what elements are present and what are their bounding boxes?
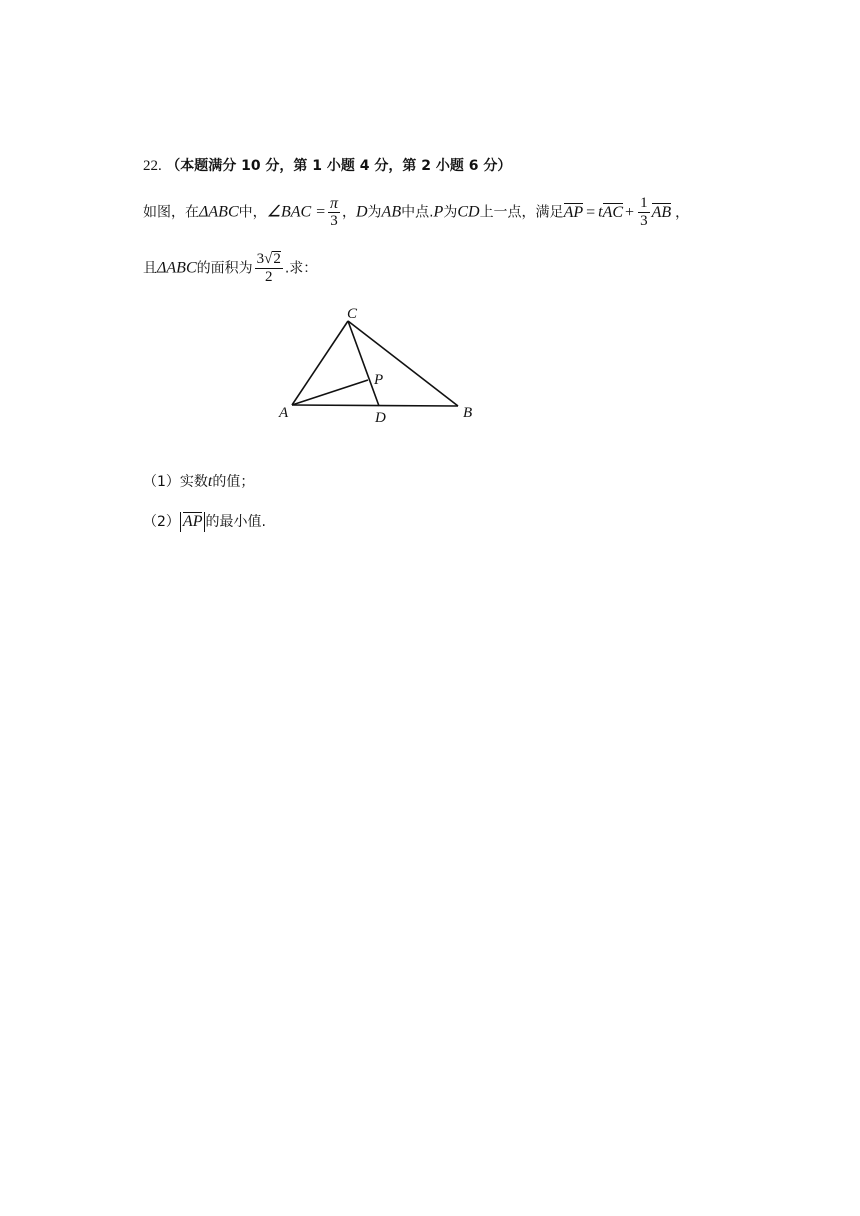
- segment-ab: [292, 405, 458, 406]
- figure-lines: [292, 321, 458, 406]
- text-segment: 中点.: [401, 204, 434, 221]
- text-segment: 如图，在: [143, 204, 199, 221]
- one-third-fraction: [638, 195, 650, 230]
- question-2: [143, 512, 266, 532]
- var-cd: CD: [457, 203, 480, 221]
- triangle-figure: [270, 300, 490, 430]
- radical-sign: √: [264, 251, 273, 267]
- plus-sign: +: [625, 203, 635, 221]
- segment-ac: [292, 321, 348, 405]
- area-radicand: 2: [273, 251, 281, 267]
- area-fraction: [255, 251, 283, 286]
- text-segment: 中，: [238, 204, 267, 221]
- angle-fraction: [328, 195, 340, 230]
- abs-vector-ap: [180, 512, 206, 532]
- angle-bac-expression: ∠BAC =: [266, 203, 326, 221]
- triangle-abc: ΔABC: [199, 203, 239, 221]
- problem-number: 22.: [143, 158, 162, 174]
- vector-ac: AC: [602, 203, 624, 221]
- var-t: t: [207, 473, 213, 490]
- label-p: P: [374, 372, 384, 388]
- problem-header: （本题满分 10 分，第 1 小题 4 分，第 2 小题 6 分）: [166, 158, 512, 174]
- segment-cb: [348, 321, 458, 406]
- area-numerator: [255, 251, 283, 269]
- equals-sign: =: [586, 203, 596, 221]
- question-2-prefix: （2）: [143, 514, 180, 530]
- label-d: D: [375, 410, 386, 426]
- segment-ap: [292, 380, 368, 405]
- question-1-prefix: （1）实数: [143, 474, 208, 490]
- label-b: B: [463, 405, 473, 421]
- fraction-denominator: 3: [640, 213, 648, 229]
- vector-ab: AB: [651, 203, 672, 221]
- text-segment: 且: [143, 260, 157, 277]
- text-segment: ，: [341, 204, 356, 221]
- question-1: [143, 472, 254, 492]
- angle-denominator: 3: [330, 213, 338, 229]
- question-1-suffix: 的值；: [212, 474, 255, 490]
- text-segment: .求：: [284, 260, 318, 277]
- text-segment: 上一点，满足: [479, 204, 564, 221]
- vector-ap: AP: [563, 203, 584, 221]
- problem-statement-line-2: [143, 251, 317, 286]
- area-coefficient: 3: [256, 251, 265, 267]
- triangle-abc: ΔABC: [157, 259, 197, 277]
- problem-header-line: [143, 156, 511, 176]
- text-segment: 的面积为: [196, 260, 253, 277]
- label-a: A: [279, 405, 289, 421]
- vector-ap: AP: [182, 513, 203, 530]
- area-denominator: 2: [264, 269, 273, 285]
- var-t: t: [598, 203, 603, 221]
- var-p: P: [433, 203, 444, 221]
- text-segment: 为: [367, 204, 382, 221]
- angle-numerator: π: [329, 195, 338, 212]
- label-c: C: [347, 306, 358, 322]
- var-d: D: [355, 203, 368, 221]
- problem-statement-line-1: [143, 195, 689, 230]
- text-segment: 为: [443, 204, 458, 221]
- question-2-suffix: 的最小值.: [205, 514, 266, 530]
- fraction-numerator: 1: [640, 195, 648, 211]
- text-segment: ，: [675, 204, 690, 221]
- var-ab: AB: [381, 203, 402, 221]
